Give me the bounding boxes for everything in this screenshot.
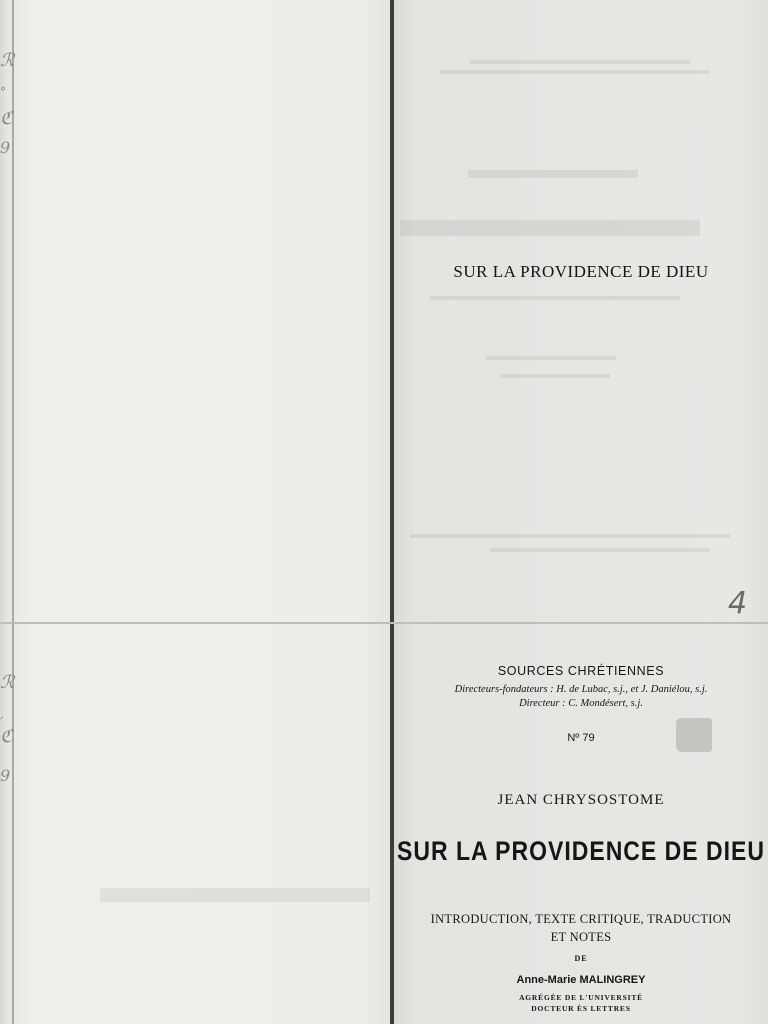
show-through [470,60,690,64]
margin-mark: , [0,707,4,721]
margin-mark: ℛ [0,50,15,71]
margin-mark: ° [0,85,6,99]
book-gutter [390,0,394,624]
show-through [500,374,610,378]
editor-name: Anne-Marie MALINGREY [516,974,646,986]
show-through [100,888,370,902]
margin-mark: ℭ [0,108,13,129]
show-through [400,220,700,236]
half-title: SUR LA PROVIDENCE DE DIEU [453,262,709,281]
half-title-page [394,0,768,624]
book-title: SUR LA PROVIDENCE DE DIEU [397,835,765,866]
volume-number: Nº 79 [567,732,595,744]
show-through [468,170,638,178]
author-name: JEAN CHRYSOSTOME [497,792,665,808]
subtitle-line: ET NOTES [550,930,612,944]
show-through [440,70,710,74]
blank-left-page [0,0,392,624]
handwritten-page-number: 4 [728,586,748,621]
series-name: SOURCES CHRÉTIENNES [497,664,665,678]
editor-credential: AGRÉGÉE DE L'UNIVERSITÉ [519,993,643,1002]
show-through [490,548,710,552]
page-edge [12,0,14,624]
show-through [410,534,730,538]
margin-mark: 9 [0,138,11,157]
editor-credential: DOCTEUR ÈS LETTRES [531,1004,631,1013]
bottom-spread [0,624,768,1024]
margin-mark: ℭ [0,726,13,747]
show-through [430,296,680,300]
by-label: DE [574,954,588,963]
margin-mark: ℛ [0,672,15,693]
verso-page [0,624,392,1024]
subtitle-line: INTRODUCTION, TEXTE CRITIQUE, TRADUCTION [430,912,732,926]
show-through [486,356,616,360]
director: Directeur : C. Mondésert, s.j. [519,698,643,709]
founding-directors: Directeurs-fondateurs : H. de Lubac, s.j., et J. Daniélou, s.j. [454,684,708,695]
margin-mark: 9 [0,766,11,785]
subtitle [394,910,768,946]
